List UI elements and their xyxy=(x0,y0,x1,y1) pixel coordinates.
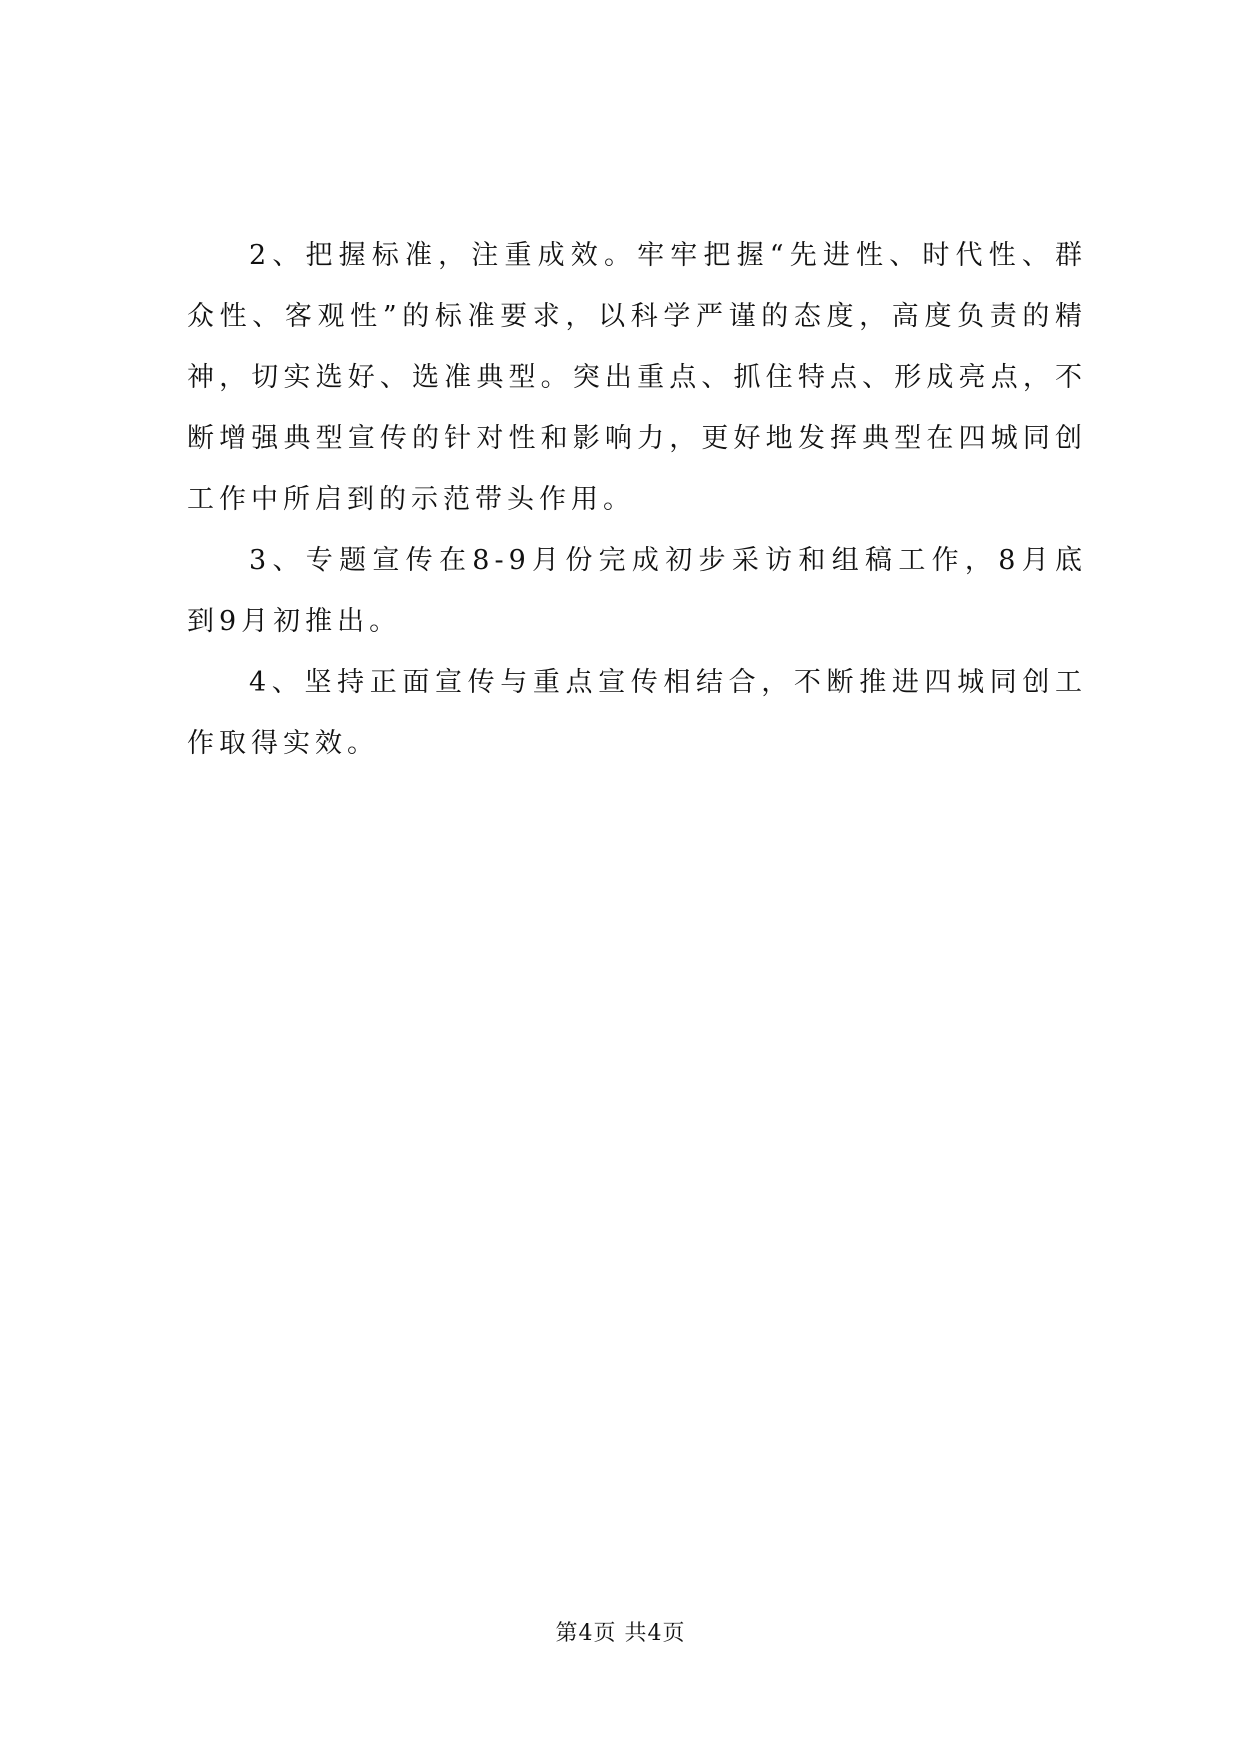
page-number-footer: 第4页 共4页 xyxy=(555,1621,686,1646)
paragraph-item-3: 3、专题宣传在8-9月份完成初步采访和组稿工作，8月底到9月初推出。 xyxy=(187,545,1087,637)
document-body xyxy=(187,225,1087,774)
paragraph-item-2: 2、把握标准，注重成效。牢牢把握“先进性、时代性、群众性、客观性”的标准要求，以科学严谨的态度，高度负责的精神，切实选好、选准典型。突出重点、抓住特点、形成亮点，不断增强典型宣传的针对性和影响力，更好地发挥典型在四城同创工作中所启到的示范带头作用。 xyxy=(187,240,1087,515)
paragraph-item-4: 4、坚持正面宣传与重点宣传相结合，不断推进四城同创工作取得实效。 xyxy=(187,667,1087,759)
